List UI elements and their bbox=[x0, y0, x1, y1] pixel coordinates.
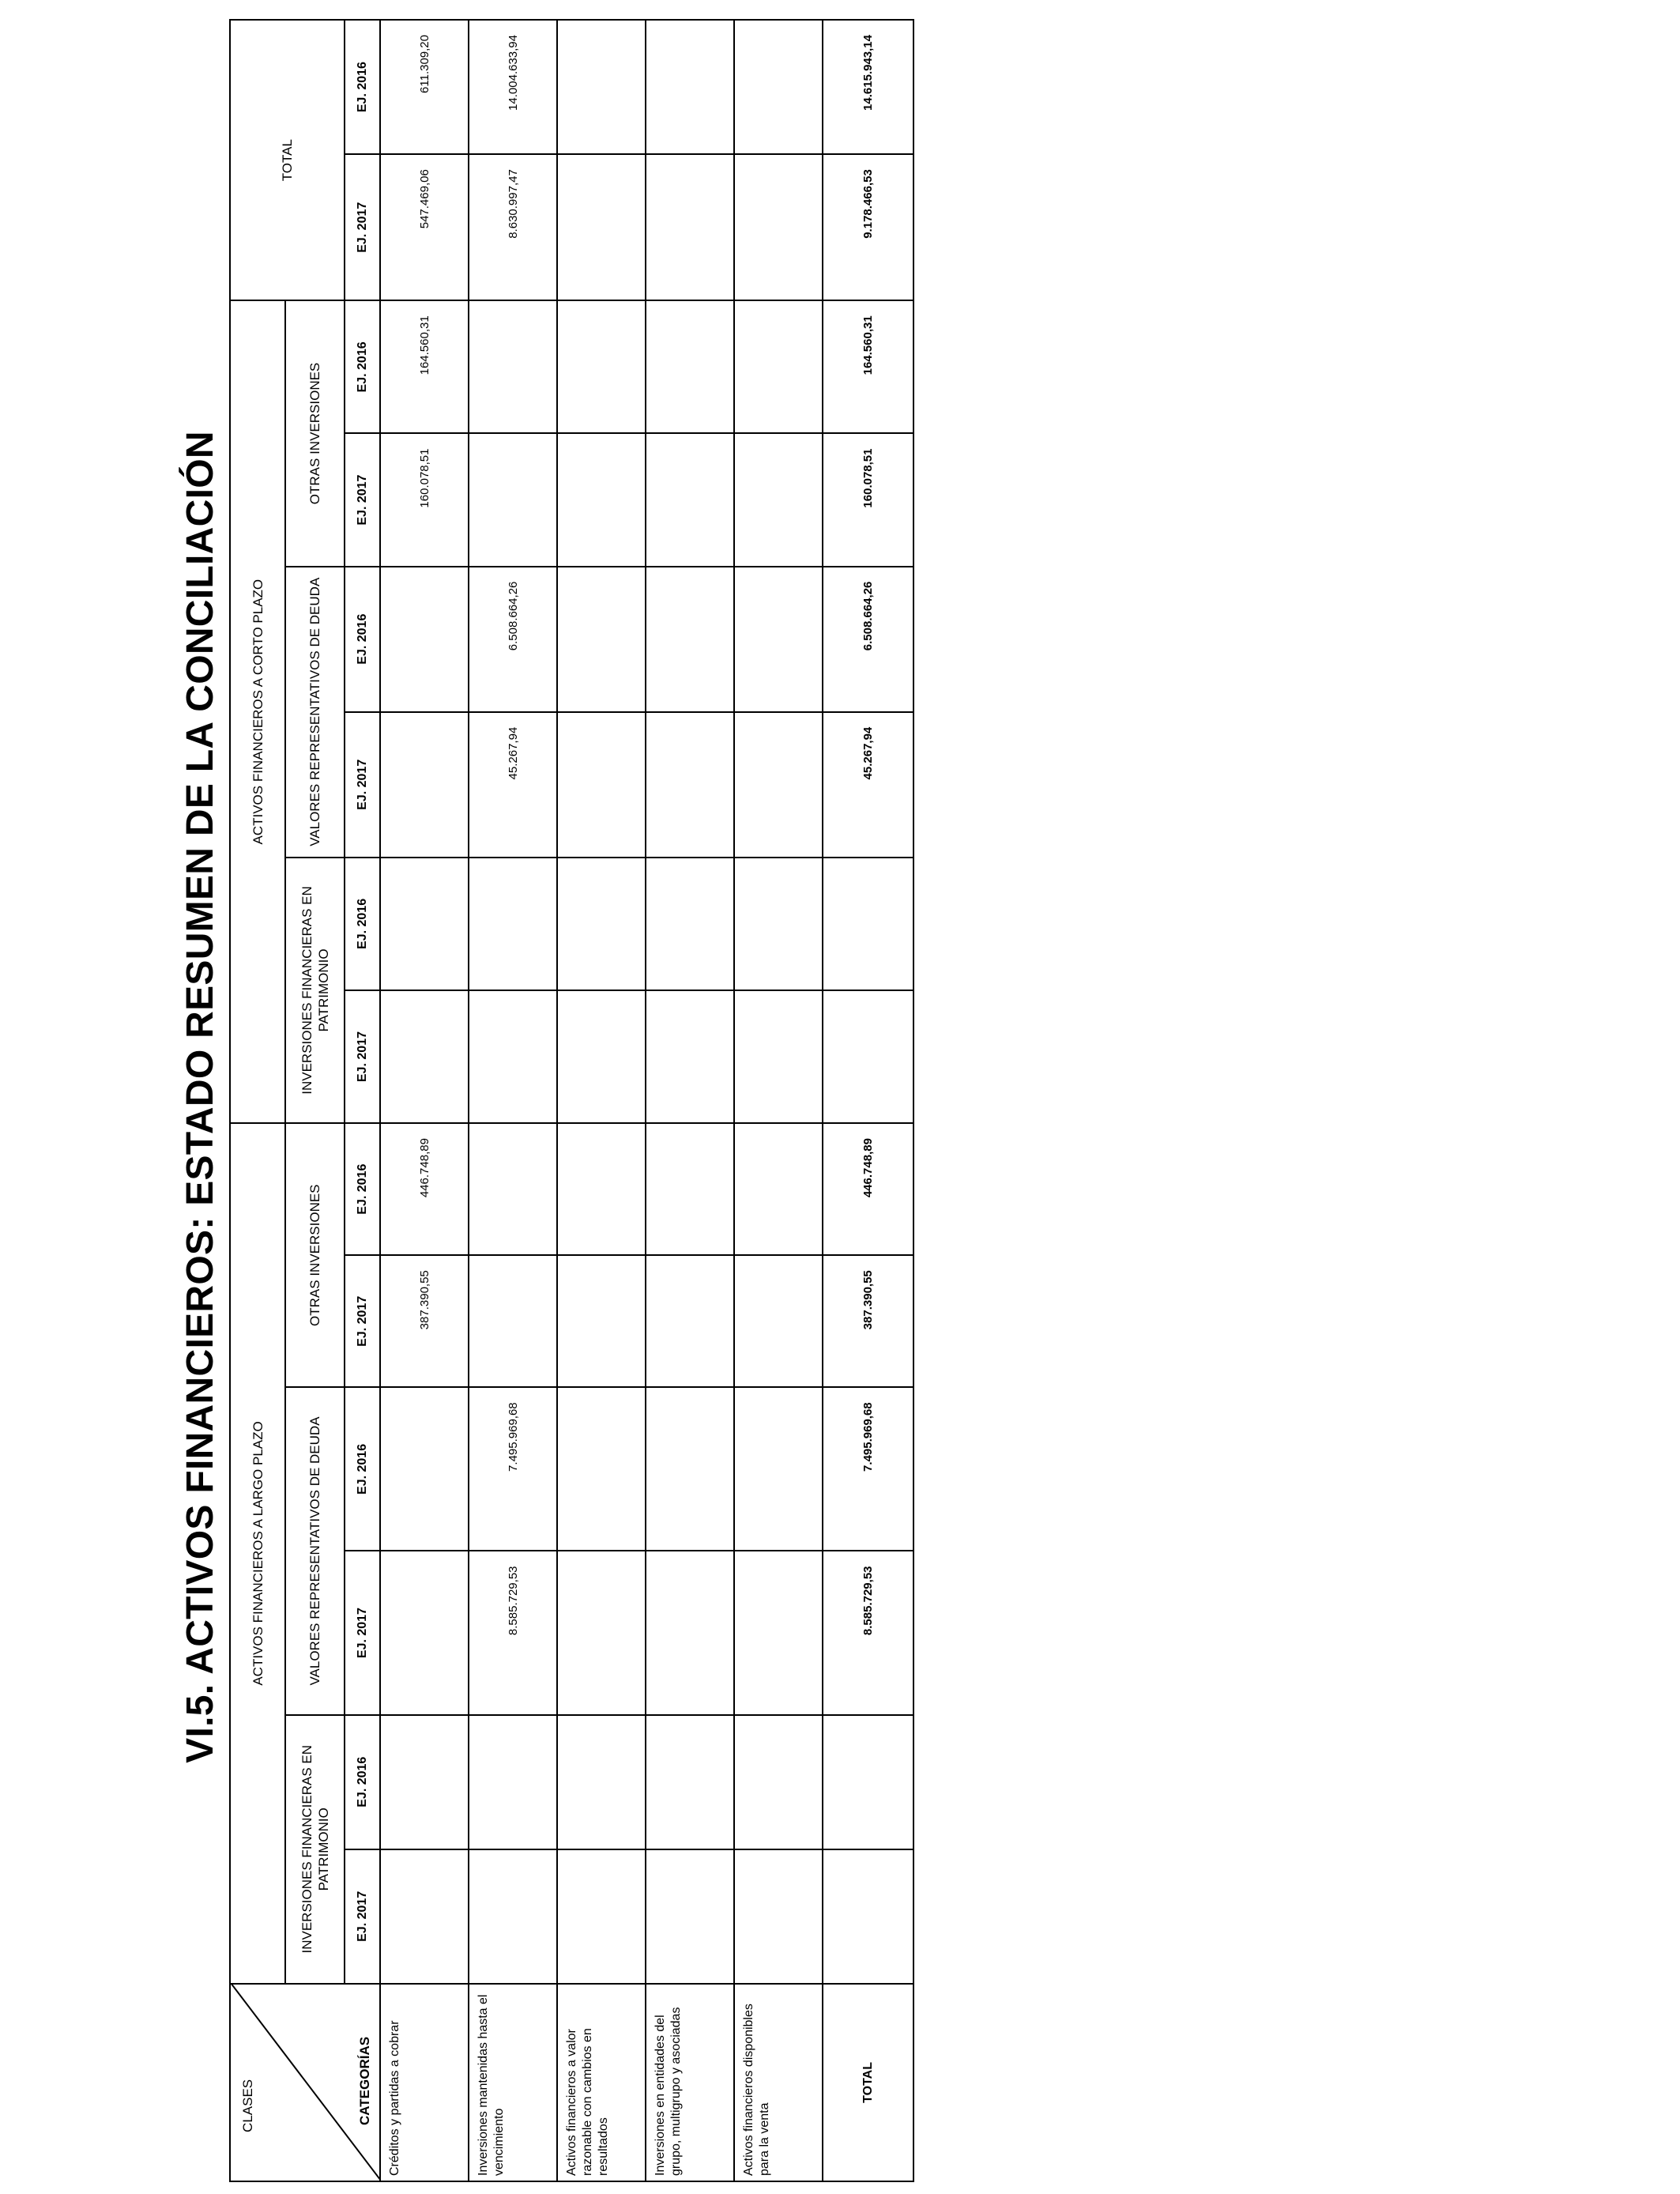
value-cell bbox=[557, 434, 646, 567]
value-cell: 8.585.729,53 bbox=[469, 1551, 557, 1714]
value-cell bbox=[646, 990, 734, 1123]
cp-otras-inversiones-header: OTRAS INVERSIONES bbox=[285, 300, 345, 566]
value-cell: 547.469,06 bbox=[380, 154, 469, 300]
data-grid bbox=[229, 19, 914, 2182]
total-value-cell: 387.390,55 bbox=[823, 1255, 913, 1387]
category-label: Inversiones en entidades del grupo, multigrupo y asociadas bbox=[646, 1984, 734, 2181]
value-cell bbox=[469, 1715, 557, 1849]
value-cell: 14.004.633,94 bbox=[469, 20, 557, 154]
value-cell: 7.495.969,68 bbox=[469, 1387, 557, 1551]
year-2017-header: EJ. 2017 bbox=[345, 712, 380, 858]
value-cell bbox=[557, 1551, 646, 1714]
value-cell bbox=[557, 1387, 646, 1551]
value-cell bbox=[646, 1715, 734, 1849]
cp-valores-deuda-header: VALORES REPRESENTATIVOS DE DEUDA bbox=[285, 567, 345, 858]
value-cell bbox=[646, 1387, 734, 1551]
value-cell bbox=[380, 567, 469, 712]
value-cell: 611.309,20 bbox=[380, 20, 469, 154]
total-value-cell: 45.267,94 bbox=[823, 712, 913, 858]
year-header-row bbox=[345, 20, 380, 2181]
value-cell bbox=[557, 712, 646, 858]
category-label: Inversiones mantenidas hasta el vencimiento bbox=[469, 1984, 557, 2181]
year-2016-header: EJ. 2016 bbox=[345, 567, 380, 712]
value-cell bbox=[646, 154, 734, 300]
table-row bbox=[557, 20, 646, 2181]
total-value-cell: 14.615.943,14 bbox=[823, 20, 913, 154]
value-cell bbox=[646, 1255, 734, 1387]
value-cell bbox=[734, 1715, 823, 1849]
value-cell: 6.508.664,26 bbox=[469, 567, 557, 712]
value-cell bbox=[734, 567, 823, 712]
value-cell bbox=[646, 567, 734, 712]
year-2017-header: EJ. 2017 bbox=[345, 990, 380, 1123]
value-cell bbox=[734, 1849, 823, 1984]
year-2017-header: EJ. 2017 bbox=[345, 434, 380, 567]
value-cell bbox=[734, 300, 823, 433]
year-2016-header: EJ. 2016 bbox=[345, 20, 380, 154]
value-cell bbox=[734, 1387, 823, 1551]
total-value-cell bbox=[823, 1849, 913, 1984]
table-row bbox=[734, 20, 823, 2181]
value-cell bbox=[646, 1849, 734, 1984]
value-cell bbox=[646, 712, 734, 858]
value-cell bbox=[469, 1255, 557, 1387]
clases-label: CLASES bbox=[240, 2079, 255, 2132]
total-label: TOTAL bbox=[823, 1984, 913, 2181]
value-cell bbox=[734, 1123, 823, 1255]
total-row bbox=[823, 20, 913, 2181]
total-value-cell: 164.560,31 bbox=[823, 300, 913, 433]
value-cell bbox=[557, 1715, 646, 1849]
value-cell bbox=[646, 434, 734, 567]
value-cell bbox=[380, 712, 469, 858]
year-2017-header: EJ. 2017 bbox=[345, 1551, 380, 1714]
conciliation-table bbox=[229, 19, 875, 2182]
value-cell bbox=[557, 858, 646, 990]
value-cell bbox=[734, 1551, 823, 1714]
year-2016-header: EJ. 2016 bbox=[345, 1123, 380, 1255]
year-2016-header: EJ. 2016 bbox=[345, 300, 380, 433]
document-title: VI.5. ACTIVOS FINANCIEROS: ESTADO RESUMEN DE LA CONCILIACIÓN bbox=[179, 431, 221, 1763]
value-cell bbox=[734, 1255, 823, 1387]
year-2017-header: EJ. 2017 bbox=[345, 1849, 380, 1984]
total-value-cell bbox=[823, 990, 913, 1123]
corner-header bbox=[230, 1984, 380, 2181]
value-cell bbox=[469, 300, 557, 433]
total-value-cell bbox=[823, 858, 913, 990]
cp-inv-patrimonio-header: INVERSIONES FINANCIERAS EN PATRIMONIO bbox=[285, 858, 345, 1123]
lp-inv-patrimonio-header: INVERSIONES FINANCIERAS EN PATRIMONIO bbox=[285, 1715, 345, 1984]
category-label: Activos financieros disponibles para la venta bbox=[734, 1984, 823, 2181]
corto-plazo-header: ACTIVOS FINANCIEROS A CORTO PLAZO bbox=[230, 300, 285, 1123]
year-2016-header: EJ. 2016 bbox=[345, 1387, 380, 1551]
total-value-cell: 8.585.729,53 bbox=[823, 1551, 913, 1714]
table-row bbox=[380, 20, 469, 2181]
total-value-cell: 6.508.664,26 bbox=[823, 567, 913, 712]
year-2016-header: EJ. 2016 bbox=[345, 1715, 380, 1849]
value-cell bbox=[557, 1255, 646, 1387]
value-cell bbox=[734, 858, 823, 990]
value-cell bbox=[734, 990, 823, 1123]
value-cell bbox=[557, 154, 646, 300]
value-cell bbox=[734, 20, 823, 154]
value-cell bbox=[380, 1849, 469, 1984]
value-cell bbox=[734, 712, 823, 858]
value-cell bbox=[469, 858, 557, 990]
value-cell bbox=[380, 858, 469, 990]
value-cell: 164.560,31 bbox=[380, 300, 469, 433]
total-header: TOTAL bbox=[230, 20, 345, 300]
year-2016-header: EJ. 2016 bbox=[345, 858, 380, 990]
total-value-cell: 160.078,51 bbox=[823, 434, 913, 567]
category-label: Activos financieros a valor razonable con cambios en resultados bbox=[557, 1984, 646, 2181]
largo-plazo-header: ACTIVOS FINANCIEROS A LARGO PLAZO bbox=[230, 1123, 285, 1984]
value-cell: 387.390,55 bbox=[380, 1255, 469, 1387]
categorias-label: CATEGORÍAS bbox=[357, 2036, 372, 2125]
value-cell bbox=[469, 1123, 557, 1255]
value-cell bbox=[557, 990, 646, 1123]
value-cell bbox=[557, 567, 646, 712]
total-value-cell: 7.495.969,68 bbox=[823, 1387, 913, 1551]
value-cell bbox=[646, 20, 734, 154]
value-cell: 446.748,89 bbox=[380, 1123, 469, 1255]
value-cell bbox=[557, 300, 646, 433]
value-cell bbox=[380, 1387, 469, 1551]
value-cell bbox=[734, 154, 823, 300]
value-cell bbox=[646, 1551, 734, 1714]
year-2017-header: EJ. 2017 bbox=[345, 154, 380, 300]
value-cell bbox=[469, 990, 557, 1123]
value-cell bbox=[557, 1849, 646, 1984]
header-row-1 bbox=[230, 20, 285, 2181]
value-cell bbox=[380, 1715, 469, 1849]
value-cell bbox=[557, 20, 646, 154]
value-cell bbox=[380, 1551, 469, 1714]
value-cell bbox=[380, 990, 469, 1123]
total-value-cell: 446.748,89 bbox=[823, 1123, 913, 1255]
table-row bbox=[646, 20, 734, 2181]
value-cell: 160.078,51 bbox=[380, 434, 469, 567]
total-value-cell: 9.178.466,53 bbox=[823, 154, 913, 300]
value-cell bbox=[469, 434, 557, 567]
table-row bbox=[469, 20, 557, 2181]
value-cell bbox=[734, 434, 823, 567]
value-cell bbox=[469, 1849, 557, 1984]
lp-otras-inversiones-header: OTRAS INVERSIONES bbox=[285, 1123, 345, 1387]
value-cell: 45.267,94 bbox=[469, 712, 557, 858]
value-cell bbox=[646, 1123, 734, 1255]
value-cell bbox=[646, 300, 734, 433]
value-cell bbox=[557, 1123, 646, 1255]
total-value-cell bbox=[823, 1715, 913, 1849]
category-label: Créditos y partidas a cobrar bbox=[380, 1984, 469, 2181]
value-cell bbox=[646, 858, 734, 990]
header-row-2 bbox=[285, 20, 345, 2181]
year-2017-header: EJ. 2017 bbox=[345, 1255, 380, 1387]
lp-valores-deuda-header: VALORES REPRESENTATIVOS DE DEUDA bbox=[285, 1387, 345, 1714]
value-cell: 8.630.997,47 bbox=[469, 154, 557, 300]
